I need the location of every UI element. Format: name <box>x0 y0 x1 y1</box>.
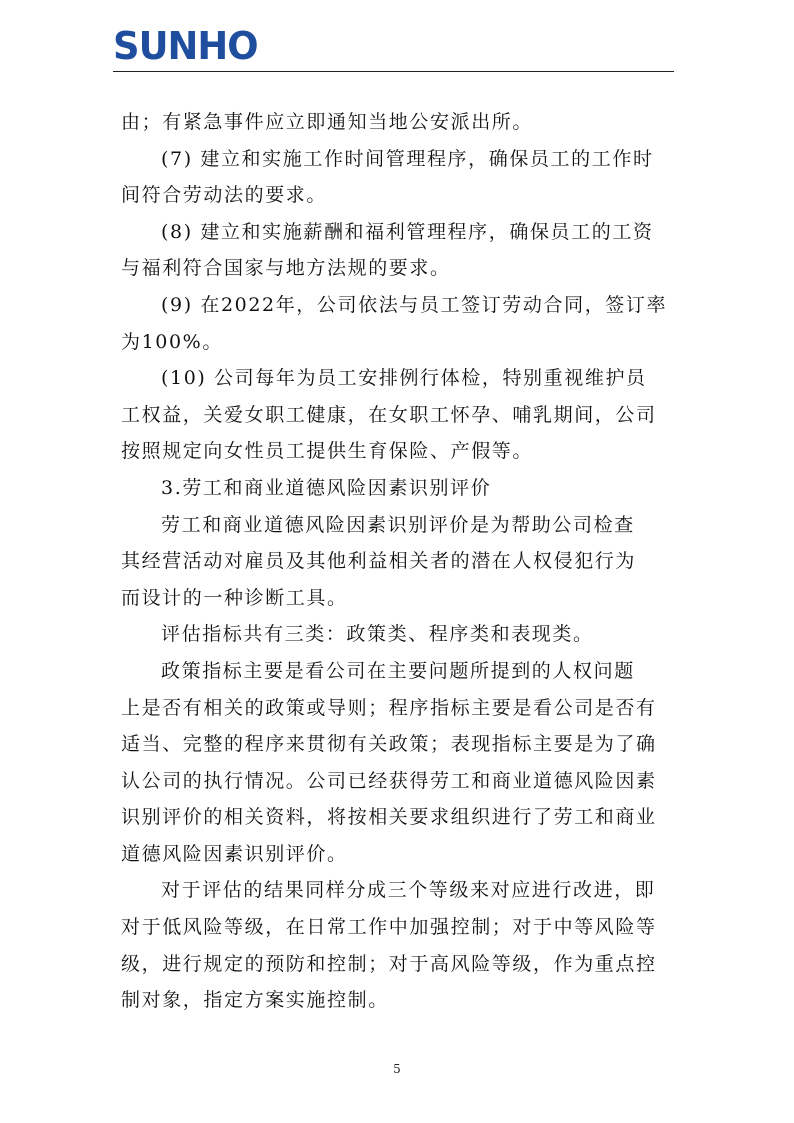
text-line: 上是否有相关的政策或导则；程序指标主要是看公司是否有 <box>121 696 657 719</box>
text-line: 与福利符合国家与地方法规的要求。 <box>121 257 451 280</box>
text-line: (7) 建立和实施工作时间管理程序，确保员工的工作时 <box>161 147 654 170</box>
header-rule <box>113 71 674 72</box>
text-line: 由；有紧急事件应立即通知当地公安派出所。 <box>121 111 534 133</box>
page-number: 5 <box>393 1062 401 1076</box>
paragraph-item-9 <box>121 287 674 360</box>
text-line: 3.劳工和商业道德风险因素识别评价 <box>161 476 492 499</box>
paragraph <box>121 872 674 1018</box>
text-line: 对于评估的结果同样分成三个等级来对应进行改进，即 <box>161 879 656 902</box>
text-line: 适当、完整的程序来贯彻有关政策；表现指标主要是为了确 <box>121 733 657 756</box>
paragraph <box>121 616 674 653</box>
text-line: 为100%。 <box>121 330 223 353</box>
text-line: 而设计的一种诊断工具。 <box>121 586 348 609</box>
text-line: 间符合劳动法的要求。 <box>121 184 328 207</box>
paragraph-item-8 <box>121 214 674 287</box>
section-heading <box>121 470 674 507</box>
text-line: (8) 建立和实施薪酬和福利管理程序，确保员工的工资 <box>161 220 654 243</box>
text-line: 劳工和商业道德风险因素识别评价是为帮助公司检查 <box>161 513 635 536</box>
text-line: 按照规定向女性员工提供生育保险、产假等。 <box>121 440 534 463</box>
text-line: 级，进行规定的预防和控制；对于高风险等级，作为重点控 <box>121 952 657 975</box>
text-line: 对于低风险等级，在日常工作中加强控制；对于中等风险等 <box>121 916 657 939</box>
text-line: (10) 公司每年为员工安排例行体检，特别重视维护员 <box>161 367 647 390</box>
text-line: 政策指标主要是看公司在主要问题所提到的人权问题 <box>161 659 635 682</box>
text-line: 道德风险因素识别评价。 <box>121 842 348 865</box>
sunho-logo <box>113 26 262 66</box>
paragraph <box>121 653 674 873</box>
paragraph-continuation <box>121 104 674 141</box>
paragraph-item-10 <box>121 360 674 470</box>
text-line: (9) 在2022年，公司依法与员工签订劳动合同，签订率 <box>161 293 668 316</box>
paragraph <box>121 507 674 617</box>
text-line: 制对象，指定方案实施控制。 <box>121 989 389 1012</box>
text-line: 其经营活动对雇员及其他利益相关者的潜在人权侵犯行为 <box>121 550 637 573</box>
text-line: 评估指标共有三类：政策类、程序类和表现类。 <box>161 623 594 646</box>
text-line: 识别评价的相关资料，将按相关要求组织进行了劳工和商业 <box>121 806 657 829</box>
text-line: 工权益，关爱女职工健康，在女职工怀孕、哺乳期间，公司 <box>121 403 657 426</box>
page-header <box>113 26 674 74</box>
text-line: 认公司的执行情况。公司已经获得劳工和商业道德风险因素 <box>121 769 657 792</box>
logo-text: SUNHO <box>113 24 258 68</box>
document-body <box>121 104 674 1019</box>
paragraph-item-7 <box>121 141 674 214</box>
